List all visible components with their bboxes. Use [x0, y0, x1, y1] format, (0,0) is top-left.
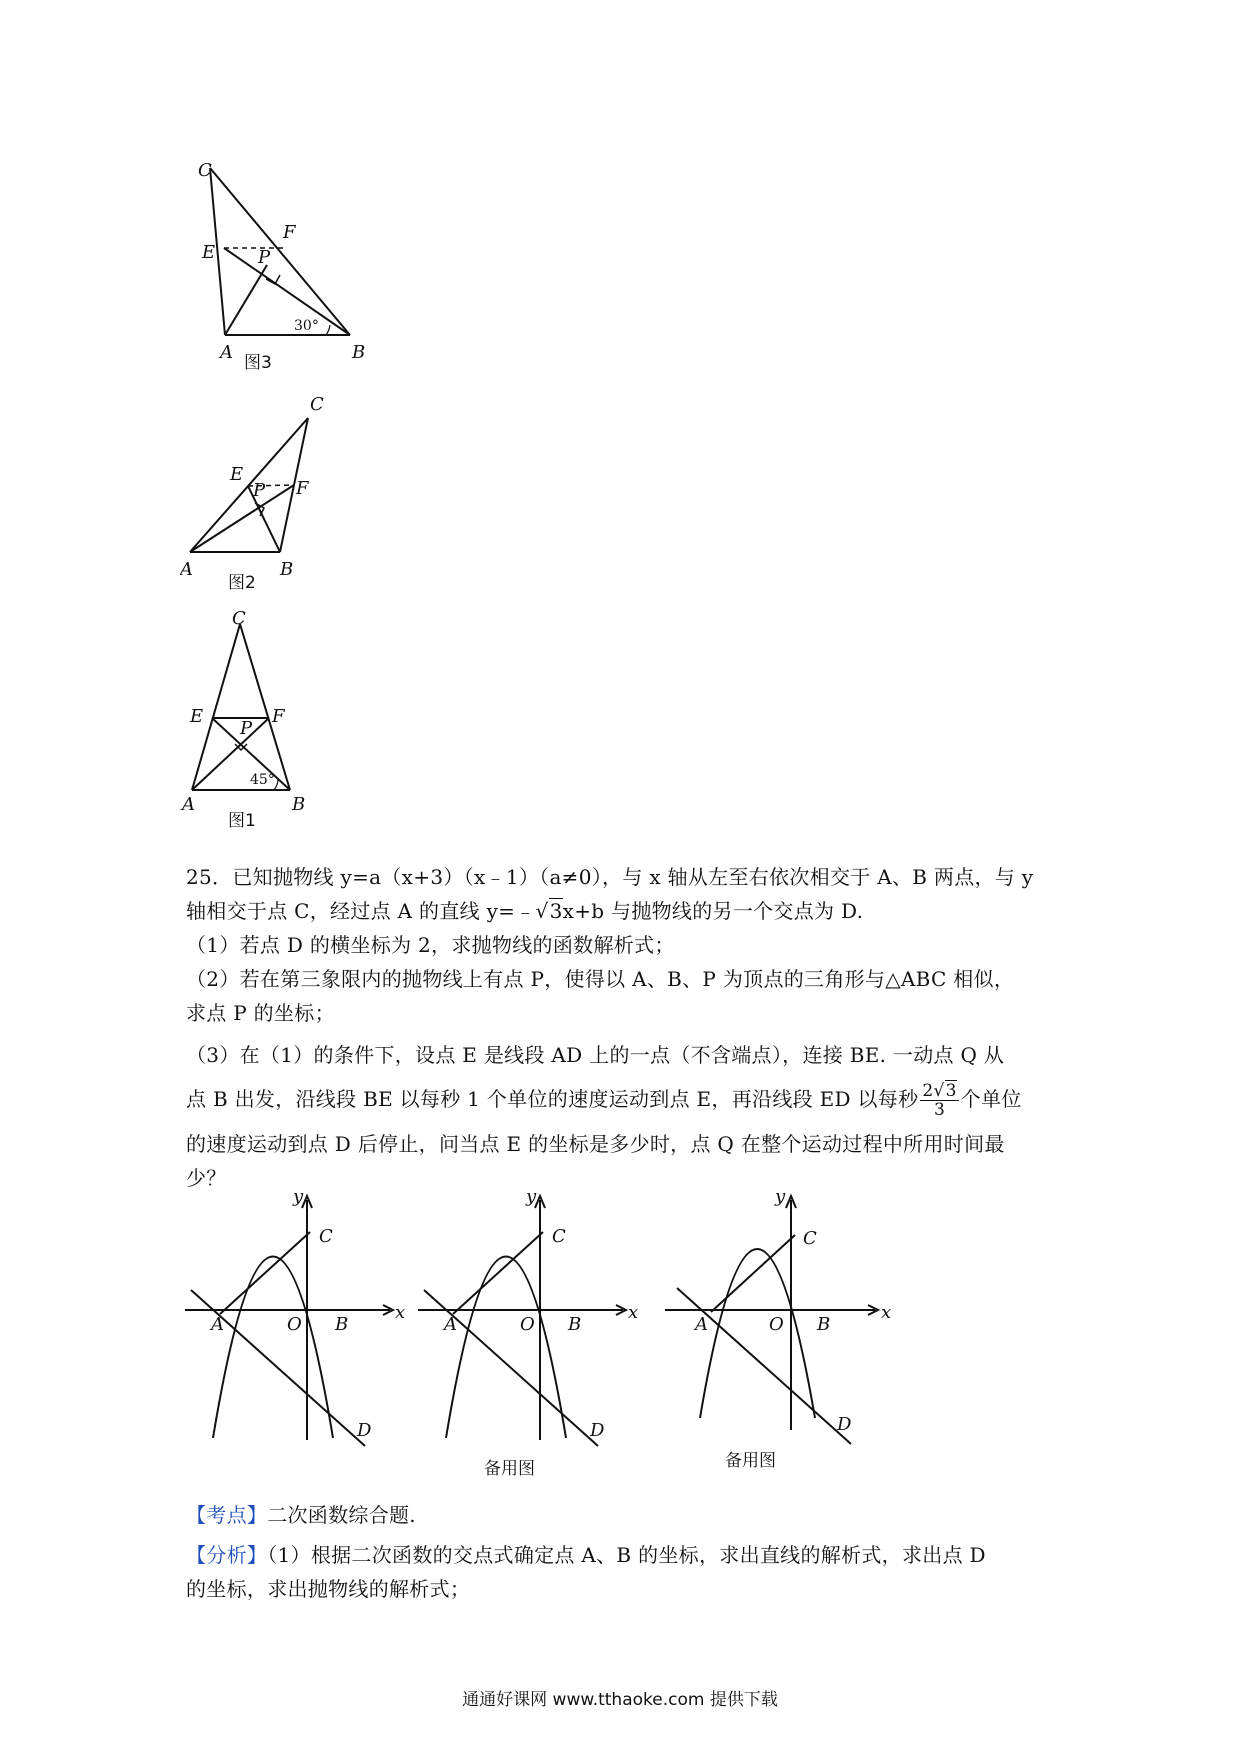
fig3-label-E: E: [202, 242, 216, 263]
graph2-label-D: D: [590, 1420, 605, 1441]
fenxi-tag: 【分析】: [186, 1543, 268, 1567]
fig1-label-A: A: [182, 794, 195, 815]
graph2-label-B: B: [568, 1314, 582, 1335]
graph2-label-y: y: [526, 1186, 537, 1207]
fig1-label-E: E: [190, 706, 204, 727]
question-2-line-2: 求点 P 的坐标；: [186, 1001, 335, 1025]
graph2-label-C: C: [552, 1226, 566, 1247]
fenxi-line-2: 的坐标，求出抛物线的解析式；: [186, 1577, 471, 1601]
question-3-line-2: 点 B 出发，沿线段 BE 以每秒 1 个单位的速度运动到点 E，再沿线段 ED 以每秒 $\frac{2√3}{3}$ 个单位: [186, 1081, 1022, 1120]
kaodian-tag: 【考点】: [186, 1503, 268, 1527]
fig3-label-P: P: [258, 247, 271, 268]
graph2-label-x: x: [628, 1302, 639, 1323]
kaodian-line: 【考点】二次函数综合题.: [186, 1503, 416, 1527]
fig2-label-C: C: [310, 394, 324, 415]
graph2-label-O: O: [520, 1314, 535, 1335]
graph2-label-A: A: [444, 1314, 457, 1335]
graph-backup-1: [418, 1180, 643, 1480]
fig3-label-B: B: [352, 342, 366, 363]
problem-line-2: 轴相交于点 C，经过点 A 的直线 y=﹣√3x+b 与抛物线的另一个交点为 D.: [186, 899, 864, 923]
fig3-label-F: F: [283, 222, 296, 243]
graph3-label-A: A: [695, 1314, 708, 1335]
graph1-label-B: B: [335, 1314, 349, 1335]
fig2-caption: 图2: [228, 573, 256, 593]
fig2-label-F: F: [296, 478, 309, 499]
fig2-label-P: P: [253, 480, 266, 501]
fig1-label-F: F: [272, 706, 285, 727]
graph3-label-x: x: [881, 1302, 892, 1323]
fig2-label-E: E: [230, 464, 244, 485]
fig1-label-P: P: [240, 718, 253, 739]
graph3-label-C: C: [803, 1228, 817, 1249]
fig1-label-C: C: [232, 610, 246, 629]
question-3-line-3: 的速度运动到点 D 后停止，问当点 E 的坐标是多少时，点 Q 在整个运动过程中所用时间最: [186, 1132, 1005, 1156]
question-3-line-4: 少？: [186, 1166, 227, 1190]
fig2-label-A: A: [180, 559, 193, 580]
fig3-angle: 30°: [294, 318, 319, 334]
graph3-label-D: D: [837, 1414, 852, 1435]
fraction-2sqrt3-over-3: $\frac{2√3}{3}$: [922, 1081, 957, 1120]
graph1-label-A: A: [211, 1314, 224, 1335]
figure-1: [180, 610, 330, 830]
page-footer: 通通好课网 www.tthaoke.com 提供下载: [462, 1690, 778, 1710]
graph1-label-D: D: [357, 1420, 372, 1441]
graph1-label-x: x: [395, 1302, 406, 1323]
question-1: （1）若点 D 的横坐标为 2，求抛物线的函数解析式；: [186, 933, 675, 957]
graph1-label-O: O: [287, 1314, 302, 1335]
graph3-label-B: B: [817, 1314, 831, 1335]
fig3-label-A: A: [220, 342, 233, 363]
fig3-caption: 图3: [244, 353, 272, 373]
fenxi-line-1: 【分析】（1）根据二次函数的交点式确定点 A、B 的坐标，求出直线的解析式，求出点 D: [186, 1543, 986, 1567]
figure-2: [180, 390, 370, 595]
graph1-label-C: C: [319, 1226, 333, 1247]
problem-line-1: 25．已知抛物线 y=a（x+3）（x﹣1）（a≠0），与 x 轴从左至右依次相交于 A、B 两点，与 y: [186, 865, 1034, 889]
graph-main: [185, 1180, 410, 1460]
analysis: [186, 1498, 1066, 1606]
graph3-caption: 备用图: [725, 1451, 776, 1471]
fig1-caption: 图1: [228, 811, 256, 831]
fig1-label-B: B: [292, 794, 306, 815]
problem-25: [186, 860, 1066, 1195]
graph2-caption: 备用图: [484, 1459, 535, 1479]
graph1-label-y: y: [293, 1186, 304, 1207]
figure-3: [180, 160, 380, 375]
fig2-label-B: B: [280, 559, 294, 580]
fig1-angle: 45°: [250, 772, 275, 788]
graph3-label-y: y: [775, 1186, 786, 1207]
graph3-label-O: O: [769, 1314, 784, 1335]
question-2-line-1: （2）若在第三象限内的抛物线上有点 P，使得以 A、B、P 为顶点的三角形与△ABC 相似，: [186, 967, 1015, 991]
fig3-label-C: C: [198, 160, 212, 181]
question-3-line-1: （3）在（1）的条件下，设点 E 是线段 AD 上的一点（不含端点），连接 BE. 一动点 Q 从: [186, 1043, 1005, 1067]
graph-backup-2: [665, 1180, 900, 1470]
